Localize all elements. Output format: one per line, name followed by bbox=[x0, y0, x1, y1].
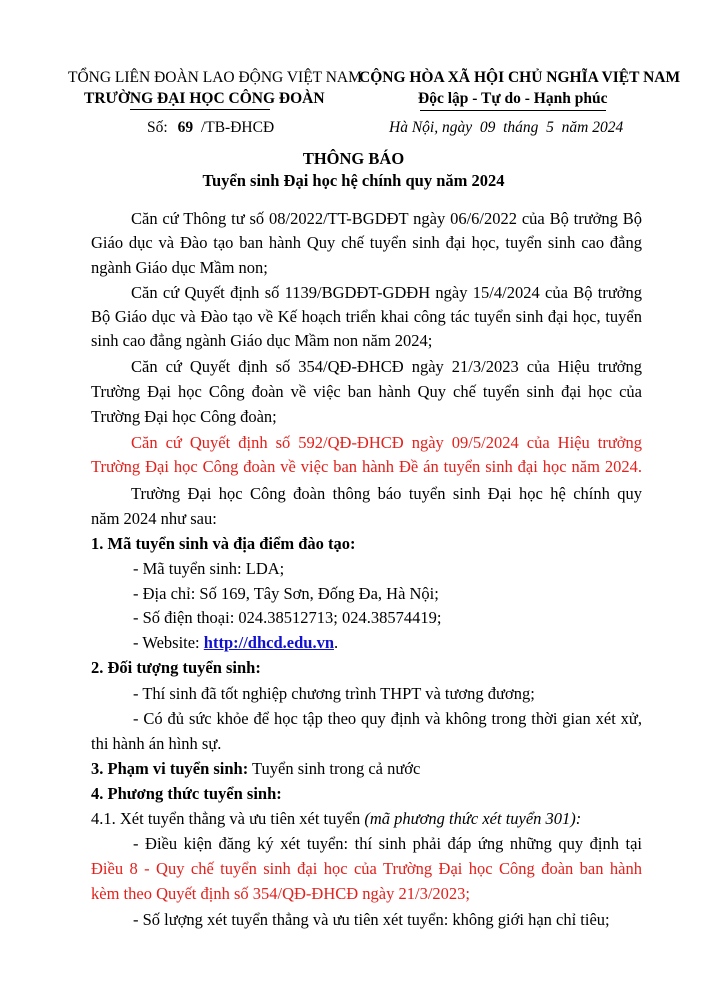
basis-paragraph-4-line-2: Trường Đại học Công đoàn về việc ban hành Đề án tuyển sinh đại học năm 2024. bbox=[91, 457, 642, 476]
subsection-4-1-code: (mã phương thức xét tuyển 301): bbox=[364, 809, 582, 828]
website bbox=[133, 635, 338, 652]
basis-paragraph-3-line-3: Trường Đại học Công đoàn; bbox=[91, 407, 277, 426]
basis-paragraph-4-line-1: Căn cứ Quyết định số 592/QĐ-ĐHCĐ ngày 09/5/2024 của Hiệu trưởng bbox=[131, 433, 642, 452]
university-name: TRƯỜNG ĐẠI HỌC CÔNG ĐOÀN bbox=[84, 90, 325, 107]
basis-paragraph-3-line-2: Trường Đại học Công đoàn về việc ban hành Quy chế tuyển sinh đại học của bbox=[91, 382, 642, 401]
phone-numbers: - Số điện thoại: 024.38512713; 024.38574419; bbox=[133, 608, 442, 627]
section-3-text: Tuyển sinh trong cả nước bbox=[248, 759, 421, 778]
eligibility-item-2-line-2: thi hành án hình sự. bbox=[91, 734, 222, 753]
basis-paragraph-1-line-1: Căn cứ Thông tư số 08/2022/TT-BGDĐT ngày 06/6/2022 của Bộ trưởng Bộ bbox=[131, 209, 642, 228]
subsection-4-1-title: 4.1. Xét tuyển thẳng và ưu tiên xét tuyển bbox=[91, 809, 365, 828]
notice-subtitle: Tuyển sinh Đại học hệ chính quy năm 2024 bbox=[202, 171, 505, 190]
basis-paragraph-3-line-1: Căn cứ Quyết định số 354/QĐ-ĐHCĐ ngày 21/3/2023 của Hiệu trưởng bbox=[131, 357, 642, 376]
basis-paragraph-2-line-1: Căn cứ Quyết định số 1139/BGDĐT-GDĐH ngày 15/4/2024 của Bộ trưởng bbox=[131, 283, 642, 302]
basis-paragraph-1-line-3: ngành Giáo dục Mầm non; bbox=[91, 258, 268, 277]
quota-line: - Số lượng xét tuyển thẳng và ưu tiên xét tuyển: không giới hạn chỉ tiêu; bbox=[133, 910, 610, 929]
university-underline bbox=[130, 109, 270, 110]
announcement-line-1: Trường Đại học Công đoàn thông báo tuyển sinh Đại học hệ chính quy bbox=[131, 484, 642, 503]
number-value: 69 bbox=[177, 119, 194, 136]
section-1-heading: 1. Mã tuyển sinh và địa điểm đào tạo: bbox=[91, 534, 356, 553]
condition-line-3: kèm theo Quyết định số 354/QĐ-ĐHCĐ ngày 21/3/2023; bbox=[91, 884, 471, 903]
condition-line-2: Điều 8 - Quy chế tuyển sinh đại học của Trường Đại học Công đoàn ban hành bbox=[91, 859, 642, 878]
motto-underline bbox=[420, 110, 606, 111]
basis-paragraph-2-line-3: sinh cao đẳng ngành Giáo dục Mầm non năm 2024; bbox=[91, 331, 433, 350]
organization-name: TỔNG LIÊN ĐOÀN LAO ĐỘNG VIỆT NAM bbox=[68, 69, 362, 86]
notice-title: THÔNG BÁO bbox=[302, 149, 405, 168]
eligibility-item-2-line-1: - Có đủ sức khỏe để học tập theo quy định và không trong thời gian xét xử, bbox=[133, 709, 642, 728]
subsection-4-1 bbox=[91, 811, 581, 828]
basis-paragraph-2-line-2: Bộ Giáo dục và Đào tạo về Kế hoạch triển khai công tác tuyển sinh đại học, tuyển bbox=[91, 307, 642, 326]
announcement-line-2: năm 2024 như sau: bbox=[91, 509, 217, 528]
website-label: - Website: bbox=[133, 633, 204, 652]
section-2-heading: 2. Đối tượng tuyển sinh: bbox=[91, 658, 261, 677]
website-link[interactable]: http://dhcd.edu.vn bbox=[203, 633, 334, 652]
section-3 bbox=[91, 761, 420, 778]
number-prefix: Số: bbox=[147, 119, 168, 136]
number-suffix: /TB-ĐHCĐ bbox=[200, 119, 275, 136]
condition-line-1: - Điều kiện đăng ký xét tuyển: thí sinh phải đáp ứng những quy định tại bbox=[133, 834, 642, 853]
section-4-heading: 4. Phương thức tuyển sinh: bbox=[91, 784, 282, 803]
national-motto: Độc lập - Tự do - Hạnh phúc bbox=[418, 90, 608, 107]
document-number bbox=[147, 120, 274, 136]
admission-code: - Mã tuyển sinh: LDA; bbox=[133, 559, 285, 578]
website-suffix: . bbox=[334, 633, 339, 652]
document-date: Hà Nội, ngày 09 tháng 5 năm 2024 bbox=[389, 119, 624, 136]
eligibility-item-1: - Thí sinh đã tốt nghiệp chương trình THPT và tương đương; bbox=[133, 684, 535, 703]
national-title: CỘNG HÒA XÃ HỘI CHỦ NGHĨA VIỆT NAM bbox=[359, 69, 681, 86]
address: - Địa chỉ: Số 169, Tây Sơn, Đống Đa, Hà Nội; bbox=[133, 584, 439, 603]
basis-paragraph-1-line-2: Giáo dục và Đào tạo ban hành Quy chế tuyển sinh đại học, tuyển sinh cao đẳng bbox=[91, 233, 642, 252]
section-3-heading: 3. Phạm vi tuyển sinh: bbox=[91, 759, 249, 778]
